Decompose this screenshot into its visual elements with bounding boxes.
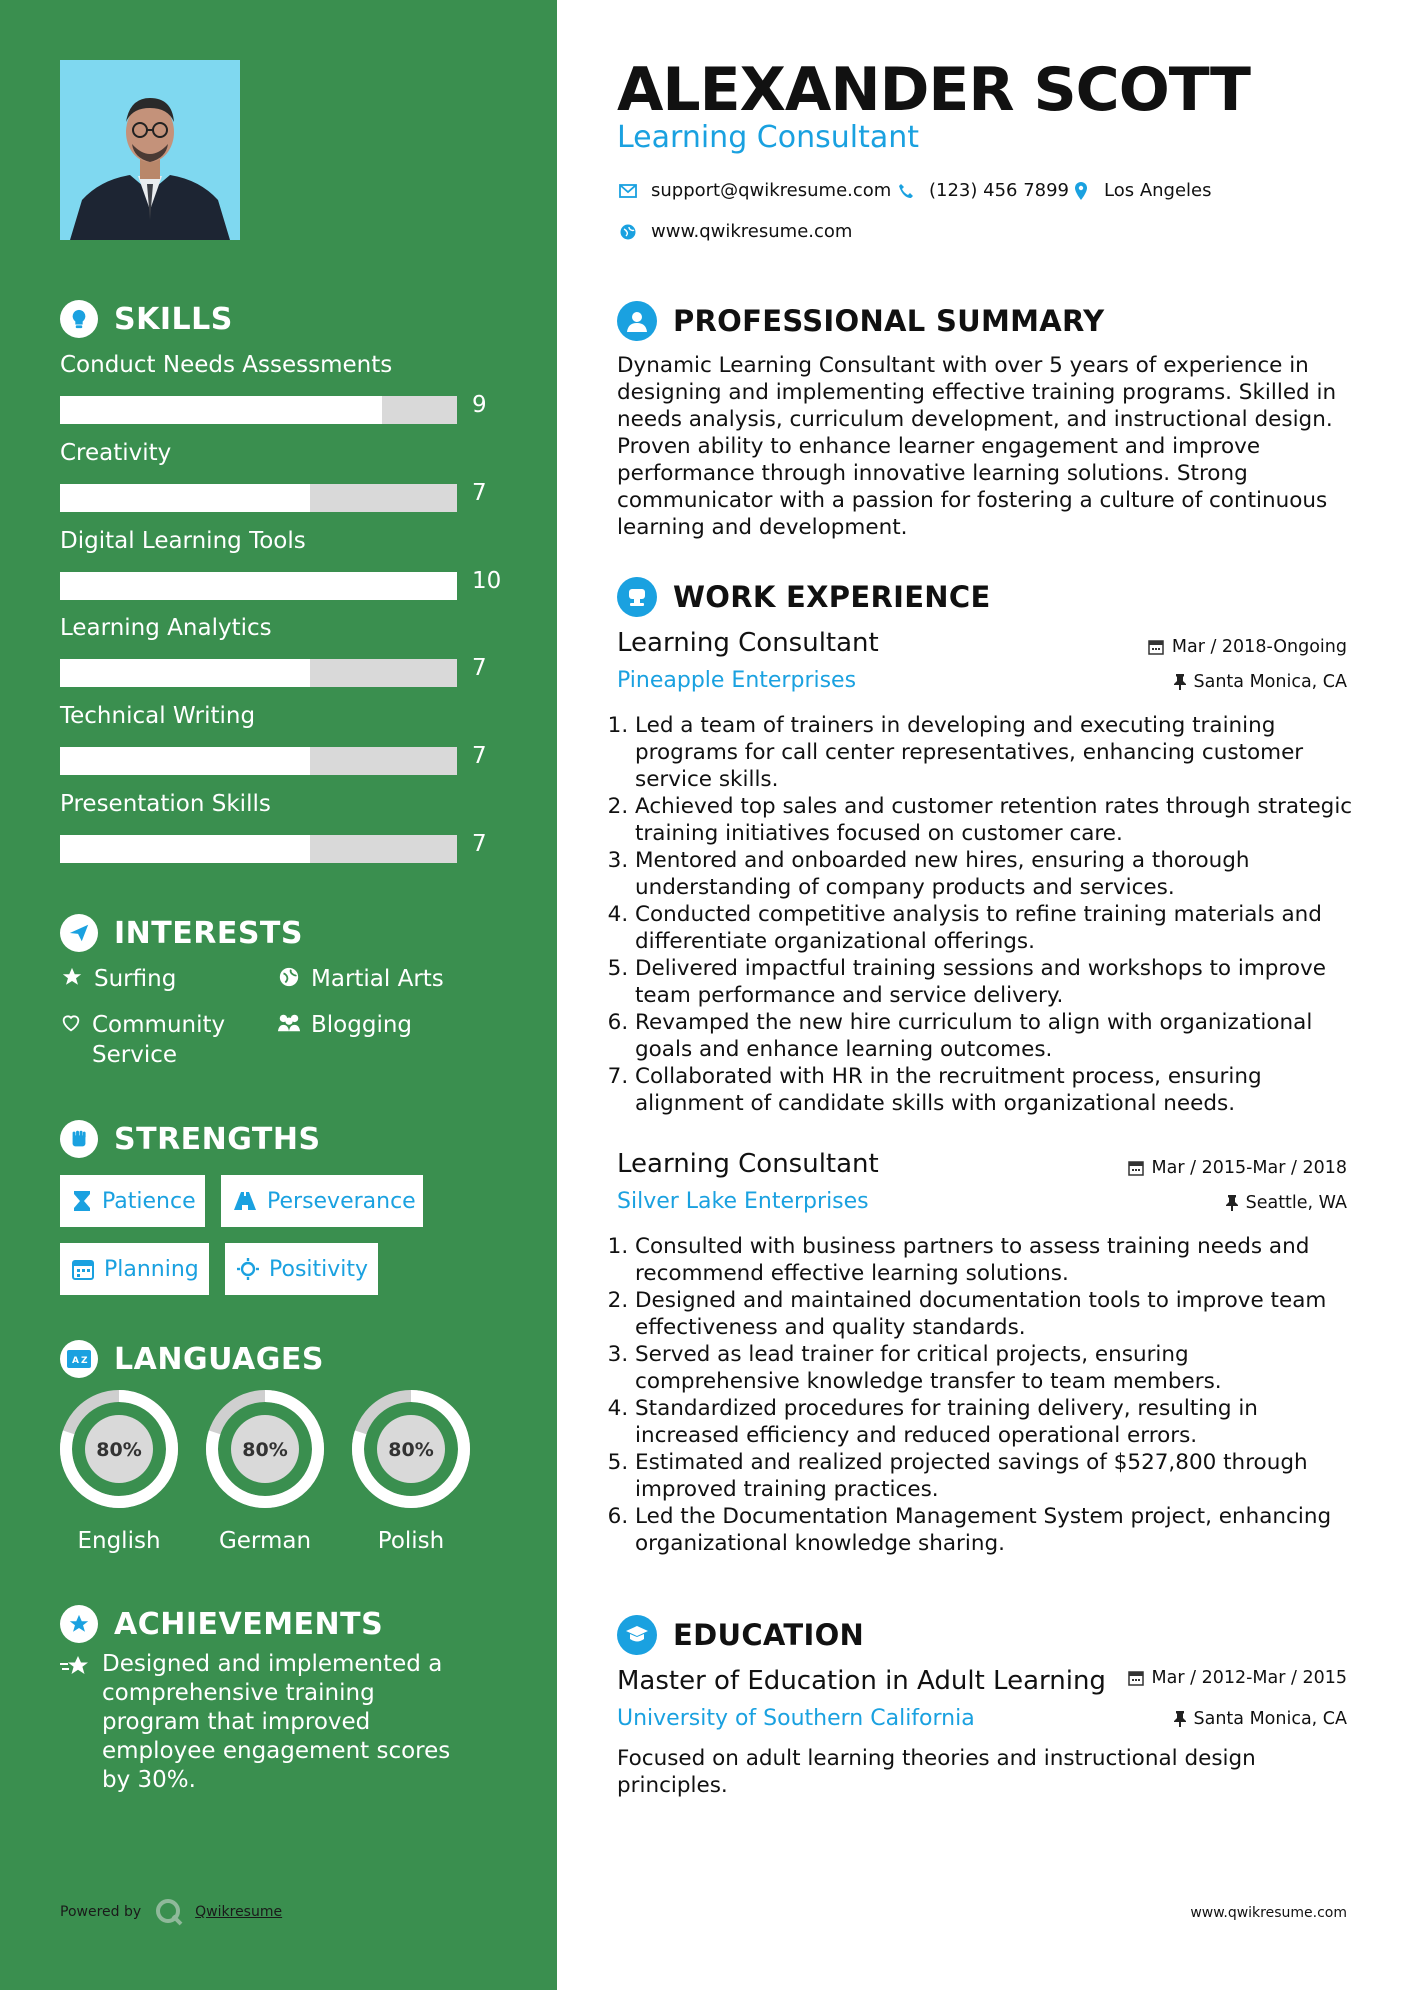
envelope-icon [617, 184, 639, 198]
education-dates-text: Mar / 2012-Mar / 2015 [1151, 1668, 1347, 1688]
experience-title: WORK EXPERIENCE [673, 580, 991, 614]
candidate-role: Learning Consultant [617, 120, 919, 155]
education-header [617, 1615, 864, 1655]
powered-by [60, 1898, 282, 1926]
job-bullet: 6. Led the Documentation Management System project, enhancing organizational knowledge sharing. [635, 1503, 1357, 1557]
language-percent: 80% [388, 1439, 434, 1461]
location-text: Los Angeles [1104, 180, 1212, 201]
skill-bar [60, 484, 457, 512]
interests-title: INTERESTS [114, 915, 303, 951]
skill-bar [60, 747, 457, 775]
skill-value: 10 [472, 568, 502, 594]
experience-header [617, 577, 991, 617]
translate-icon [60, 1340, 98, 1378]
language-item [58, 1388, 180, 1554]
summary-title: PROFESSIONAL SUMMARY [673, 304, 1105, 338]
strength-label: Perseverance [267, 1188, 416, 1214]
star-icon [60, 964, 84, 988]
candidate-name: ALEXANDER SCOTT [617, 55, 1250, 125]
interest-item [277, 1010, 412, 1040]
job-location-text: Seattle, WA [1245, 1193, 1347, 1213]
strength-chip [225, 1243, 378, 1295]
job-location [1226, 1193, 1347, 1213]
skill-bar [60, 835, 457, 863]
job-bullet: 5. Delivered impactful training sessions and workshops to improve team performance and service delivery. [635, 955, 1357, 1009]
qwikresume-logo-icon [155, 1898, 185, 1926]
interest-label: Community Service [92, 1012, 226, 1068]
education-dates [1128, 1668, 1347, 1688]
job-bullet: 6. Revamped the new hire curriculum to align with organizational goals and enhance learning outcomes. [635, 1009, 1357, 1063]
job-bullet: 3. Served as lead trainer for critical projects, ensuring comprehensive knowledge transfer to team members. [635, 1341, 1357, 1395]
achievement-text: Designed and implemented a comprehensive training program that improved employee engagement scores by 30%. [102, 1651, 451, 1793]
contact-website[interactable] [617, 221, 852, 242]
job-title: Learning Consultant [617, 1149, 879, 1179]
skill-bar-fill [60, 835, 310, 863]
skill-name: Creativity [60, 440, 172, 466]
language-donut [204, 1388, 326, 1510]
job-dates [1128, 1158, 1347, 1178]
strength-label: Patience [102, 1188, 196, 1214]
job-bullets [617, 1233, 1357, 1557]
skill-bar-fill [60, 747, 310, 775]
skill-item [60, 791, 490, 857]
interest-label: Surfing [94, 966, 177, 992]
contact-phone[interactable] [895, 180, 1069, 201]
skill-item [60, 615, 490, 681]
language-name: English [77, 1528, 161, 1554]
skill-bar [60, 659, 457, 687]
job-bullet: 5. Estimated and realized projected savings of $527,800 through improved training practices. [635, 1449, 1357, 1503]
languages-header [60, 1340, 324, 1378]
job-location [1174, 672, 1348, 692]
profile-photo [60, 60, 240, 240]
job-title: Learning Consultant [617, 628, 879, 658]
language-percent: 80% [96, 1439, 142, 1461]
sun-icon [237, 1258, 259, 1280]
heart-icon [60, 1010, 82, 1034]
hourglass-icon [72, 1190, 92, 1212]
footer-url[interactable]: www.qwikresume.com [1190, 1905, 1347, 1921]
globe-icon [617, 224, 639, 240]
graduation-cap-icon [617, 1615, 657, 1655]
powered-by-label: Powered by [60, 1904, 142, 1920]
skill-name: Digital Learning Tools [60, 528, 306, 554]
job-bullet: 4. Conducted competitive analysis to refine training materials and differentiate organizational offerings. [635, 901, 1357, 955]
strength-chip [60, 1175, 205, 1227]
calendar-icon [1128, 1670, 1144, 1686]
job-dates [1148, 637, 1347, 657]
language-name: German [218, 1528, 312, 1554]
interest-label: Blogging [311, 1012, 413, 1038]
job-bullet: 2. Designed and maintained documentation tools to improve team effectiveness and quality standards. [635, 1287, 1357, 1341]
job-bullet: 2. Achieved top sales and customer retention rates through strategic training initiatives focused on customer care. [635, 793, 1357, 847]
skill-item [60, 703, 490, 769]
calendar-icon [1128, 1160, 1144, 1176]
job-bullet: 1. Led a team of trainers in developing and executing training programs for call center representatives, enhancing customer service skills. [635, 712, 1357, 793]
website-text: www.qwikresume.com [651, 221, 853, 242]
language-donut [58, 1388, 180, 1510]
strength-chip [221, 1175, 423, 1227]
skill-bar-fill [60, 572, 457, 600]
education-degree: Master of Education in Adult Learning [617, 1666, 1106, 1696]
language-donut [350, 1388, 472, 1510]
education-description: Focused on adult learning theories and instructional design principles. [617, 1746, 1256, 1798]
qwikresume-link[interactable]: Qwikresume [195, 1904, 283, 1920]
summary-header [617, 301, 1104, 341]
job-location-text: Santa Monica, CA [1193, 672, 1347, 692]
skill-bar-fill [60, 396, 382, 424]
calendar-icon [1148, 639, 1164, 655]
languages-title: LANGUAGES [114, 1341, 324, 1377]
briefcase-icon [617, 577, 657, 617]
job-dates-text: Mar / 2015-Mar / 2018 [1151, 1158, 1347, 1178]
road-icon [233, 1191, 257, 1211]
user-icon [617, 301, 657, 341]
contact-location [1070, 180, 1212, 201]
language-item [204, 1388, 326, 1554]
job-dates-text: Mar / 2018-Ongoing [1171, 637, 1347, 657]
skill-bar-fill [60, 659, 310, 687]
shooting-star-icon [60, 1650, 92, 1795]
svg-text:Z: Z [81, 1356, 88, 1366]
pushpin-icon [1174, 1711, 1186, 1727]
achievement-item [60, 1650, 480, 1795]
skill-bar [60, 572, 457, 600]
pushpin-icon [1174, 674, 1186, 690]
phone-icon [895, 183, 917, 199]
skill-value: 7 [472, 743, 487, 769]
job-company: Pineapple Enterprises [617, 668, 857, 693]
skill-value: 7 [472, 480, 487, 506]
skills-title: SKILLS [114, 301, 233, 337]
skill-value: 7 [472, 655, 487, 681]
skill-value: 7 [472, 831, 487, 857]
job-bullet: 4. Standardized procedures for training delivery, resulting in increased efficiency and reduced operational errors. [635, 1395, 1357, 1449]
skill-name: Conduct Needs Assessments [60, 352, 393, 378]
interest-label: Martial Arts [311, 966, 444, 992]
skill-bar-fill [60, 484, 310, 512]
pushpin-icon [1226, 1195, 1238, 1211]
strengths-header [60, 1120, 321, 1158]
globe-icon [277, 964, 301, 988]
education-title: EDUCATION [673, 1618, 865, 1652]
sidebar [0, 0, 557, 1990]
map-pin-icon [1070, 182, 1092, 200]
achievements-title: ACHIEVEMENTS [114, 1606, 384, 1642]
language-name: Polish [377, 1528, 445, 1554]
lightbulb-icon [60, 300, 98, 338]
language-item [350, 1388, 472, 1554]
education-location-text: Santa Monica, CA [1193, 1709, 1347, 1729]
achievements-header [60, 1605, 383, 1643]
skill-value: 9 [472, 392, 487, 418]
email-text: support@qwikresume.com [651, 180, 892, 201]
fist-icon [60, 1120, 98, 1158]
interests-header [60, 914, 303, 952]
strength-label: Planning [104, 1256, 199, 1282]
skill-name: Presentation Skills [60, 791, 271, 817]
skill-item [60, 440, 490, 506]
job-bullet: 7. Collaborated with HR in the recruitment process, ensuring alignment of candidate skills with organizational needs. [635, 1063, 1357, 1117]
strength-label: Positivity [269, 1256, 369, 1282]
education-location [1174, 1709, 1348, 1729]
skill-name: Technical Writing [60, 703, 256, 729]
strength-chip [60, 1243, 209, 1295]
calendar-icon [72, 1258, 94, 1280]
skills-header [60, 300, 233, 338]
phone-text: (123) 456 7899 [929, 180, 1070, 201]
interest-item [60, 964, 176, 994]
interest-item [277, 964, 444, 994]
interest-item [60, 1010, 240, 1070]
svg-text:A: A [72, 1356, 79, 1366]
summary-text: Dynamic Learning Consultant with over 5 years of experience in designing and implementing effective training programs. Skilled in needs analysis, curriculum development, and instructional design. Proven ability to enhance learner engagement and improve performance through innovative learning solutions. Strong communicator with a passion for fostering a culture of continuous learning and development. [617, 353, 1337, 540]
users-icon [277, 1010, 301, 1034]
skill-item [60, 528, 502, 594]
contact-email[interactable] [617, 180, 891, 201]
job-bullets [617, 712, 1357, 1117]
job-bullet: 1. Consulted with business partners to assess training needs and recommend effective learning solutions. [635, 1233, 1357, 1287]
skill-name: Learning Analytics [60, 615, 272, 641]
language-percent: 80% [242, 1439, 288, 1461]
trophy-star-icon [60, 1605, 98, 1643]
strengths-title: STRENGTHS [114, 1121, 321, 1157]
skill-bar [60, 396, 457, 424]
job-company: Silver Lake Enterprises [617, 1189, 869, 1214]
education-school: University of Southern California [617, 1706, 975, 1731]
skill-item [60, 352, 490, 418]
job-bullet: 3. Mentored and onboarded new hires, ensuring a thorough understanding of company products and services. [635, 847, 1357, 901]
paper-plane-icon [60, 914, 98, 952]
